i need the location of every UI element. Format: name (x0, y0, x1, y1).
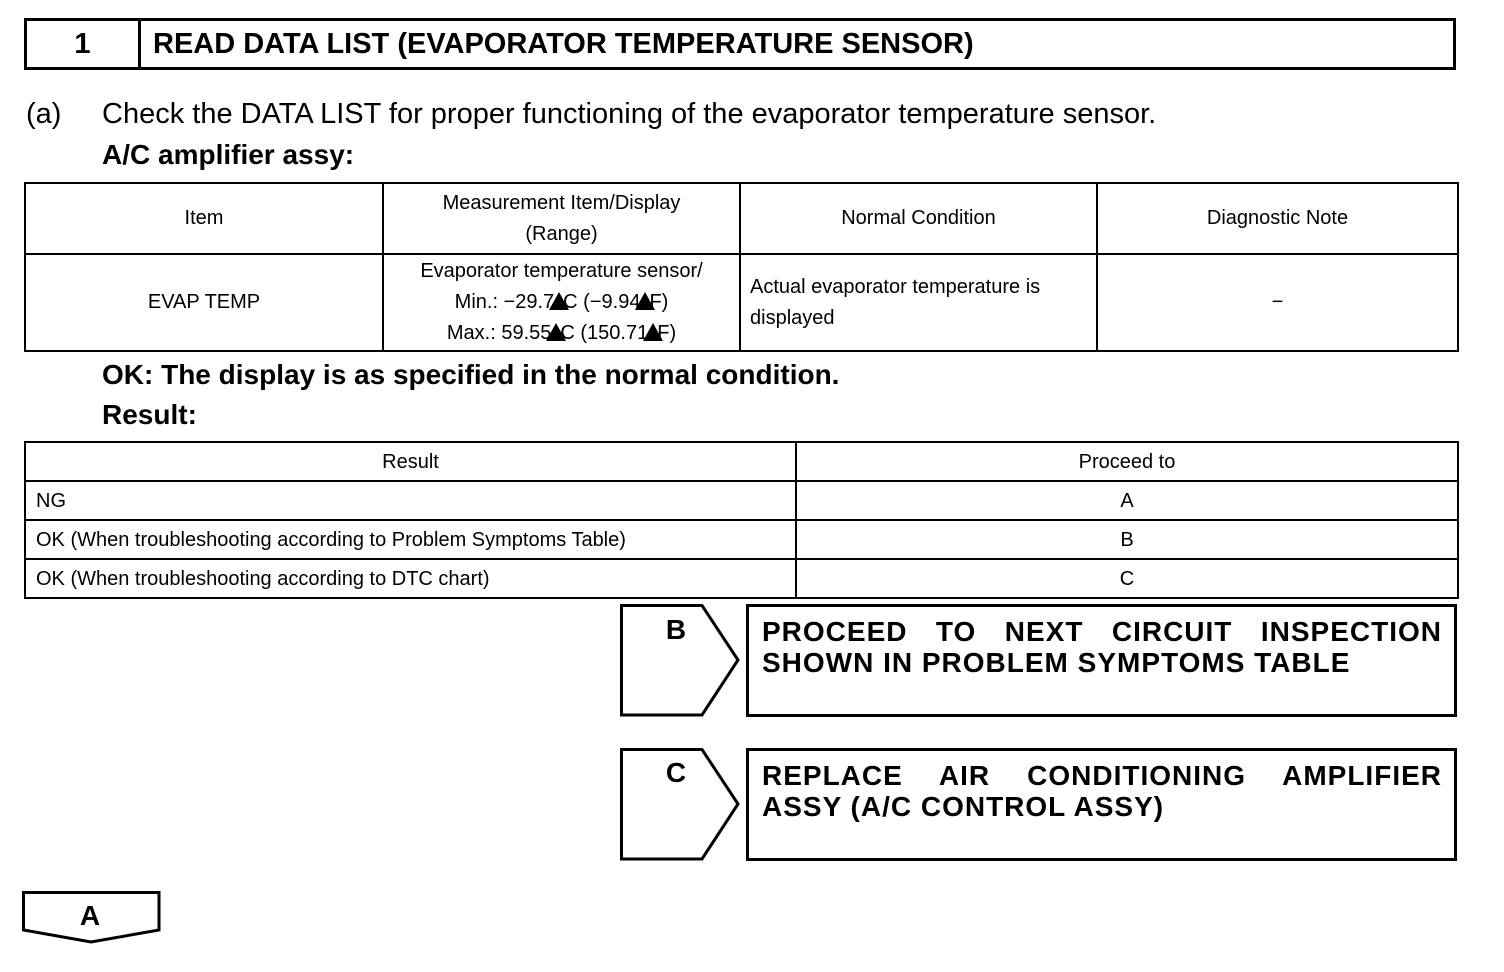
header-result: Result (25, 442, 796, 481)
branch-c-letter: C (665, 757, 687, 788)
table-header-row (25, 442, 1458, 481)
header-measurement-line2: (Range) (525, 222, 598, 245)
cell-range (383, 254, 740, 351)
result-cell: OK (When troubleshooting according to Problem Symptoms Table) (25, 520, 796, 559)
range-min (385, 287, 738, 318)
cell-normal-condition (740, 254, 1097, 351)
cell-diagnostic-note: − (1097, 254, 1458, 351)
result-cell: OK (When troubleshooting according to DTC chart) (25, 559, 796, 598)
substep-text: Check the DATA LIST for proper functioning of the evaporator temperature sensor. (102, 98, 1157, 130)
range-max (385, 318, 738, 349)
cell-item: EVAP TEMP (25, 254, 383, 351)
range-max-value-f: C (150.71 (560, 322, 649, 344)
ok-condition-text: OK: The display is as specified in the normal condition. (102, 359, 840, 390)
branch-b-action-text: PROCEED TO NEXT CIRCUIT INSPECTION SHOWN IN PROBLEM SYMPTOMS TABLE (762, 616, 1442, 678)
table-header-row (25, 183, 1458, 254)
step-header (24, 18, 1456, 70)
branch-c-action-box (746, 748, 1457, 861)
branch-c-action-text: REPLACE AIR CONDITIONING AMPLIFIER ASSY (A/C CONTROL ASSY) (762, 760, 1442, 822)
step-title: READ DATA LIST (EVAPORATOR TEMPERATURE SENSOR) (153, 27, 974, 60)
table-row (25, 520, 1458, 559)
step-number: 1 (27, 21, 141, 67)
normal-line1: Actual evaporator temperature is (750, 275, 1041, 298)
next-step-letter: A (79, 900, 101, 931)
branch-b-letter: B (665, 614, 687, 645)
result-heading: Result: (102, 399, 197, 430)
proceed-cell: C (796, 559, 1458, 598)
proceed-cell: B (796, 520, 1458, 559)
header-normal-condition: Normal Condition (740, 183, 1097, 254)
data-list-table (24, 182, 1459, 352)
result-cell: NG (25, 481, 796, 520)
header-diagnostic-note: Diagnostic Note (1097, 183, 1458, 254)
result-table (24, 441, 1459, 599)
range-max-unit: F) (657, 322, 677, 344)
table-row (25, 481, 1458, 520)
header-proceed: Proceed to (796, 442, 1458, 481)
substep-label: (a) (26, 98, 62, 130)
header-measurement-line1: Measurement Item/Display (442, 191, 681, 214)
table-row (25, 254, 1458, 351)
substep-subheading: A/C amplifier assy: (102, 139, 355, 170)
range-min-value: Min.: −29.7 (454, 291, 555, 313)
range-min-value-f: C (−9.94 (563, 291, 641, 313)
normal-line2: displayed (750, 306, 835, 329)
range-min-unit: F) (649, 291, 669, 313)
proceed-cell: A (796, 481, 1458, 520)
range-max-value: Max.: 59.55 (446, 322, 552, 344)
branch-b-action-box (746, 604, 1457, 717)
range-line1: Evaporator temperature sensor/ (420, 260, 703, 282)
header-measurement (383, 183, 740, 254)
header-item: Item (25, 183, 383, 254)
table-row (25, 559, 1458, 598)
